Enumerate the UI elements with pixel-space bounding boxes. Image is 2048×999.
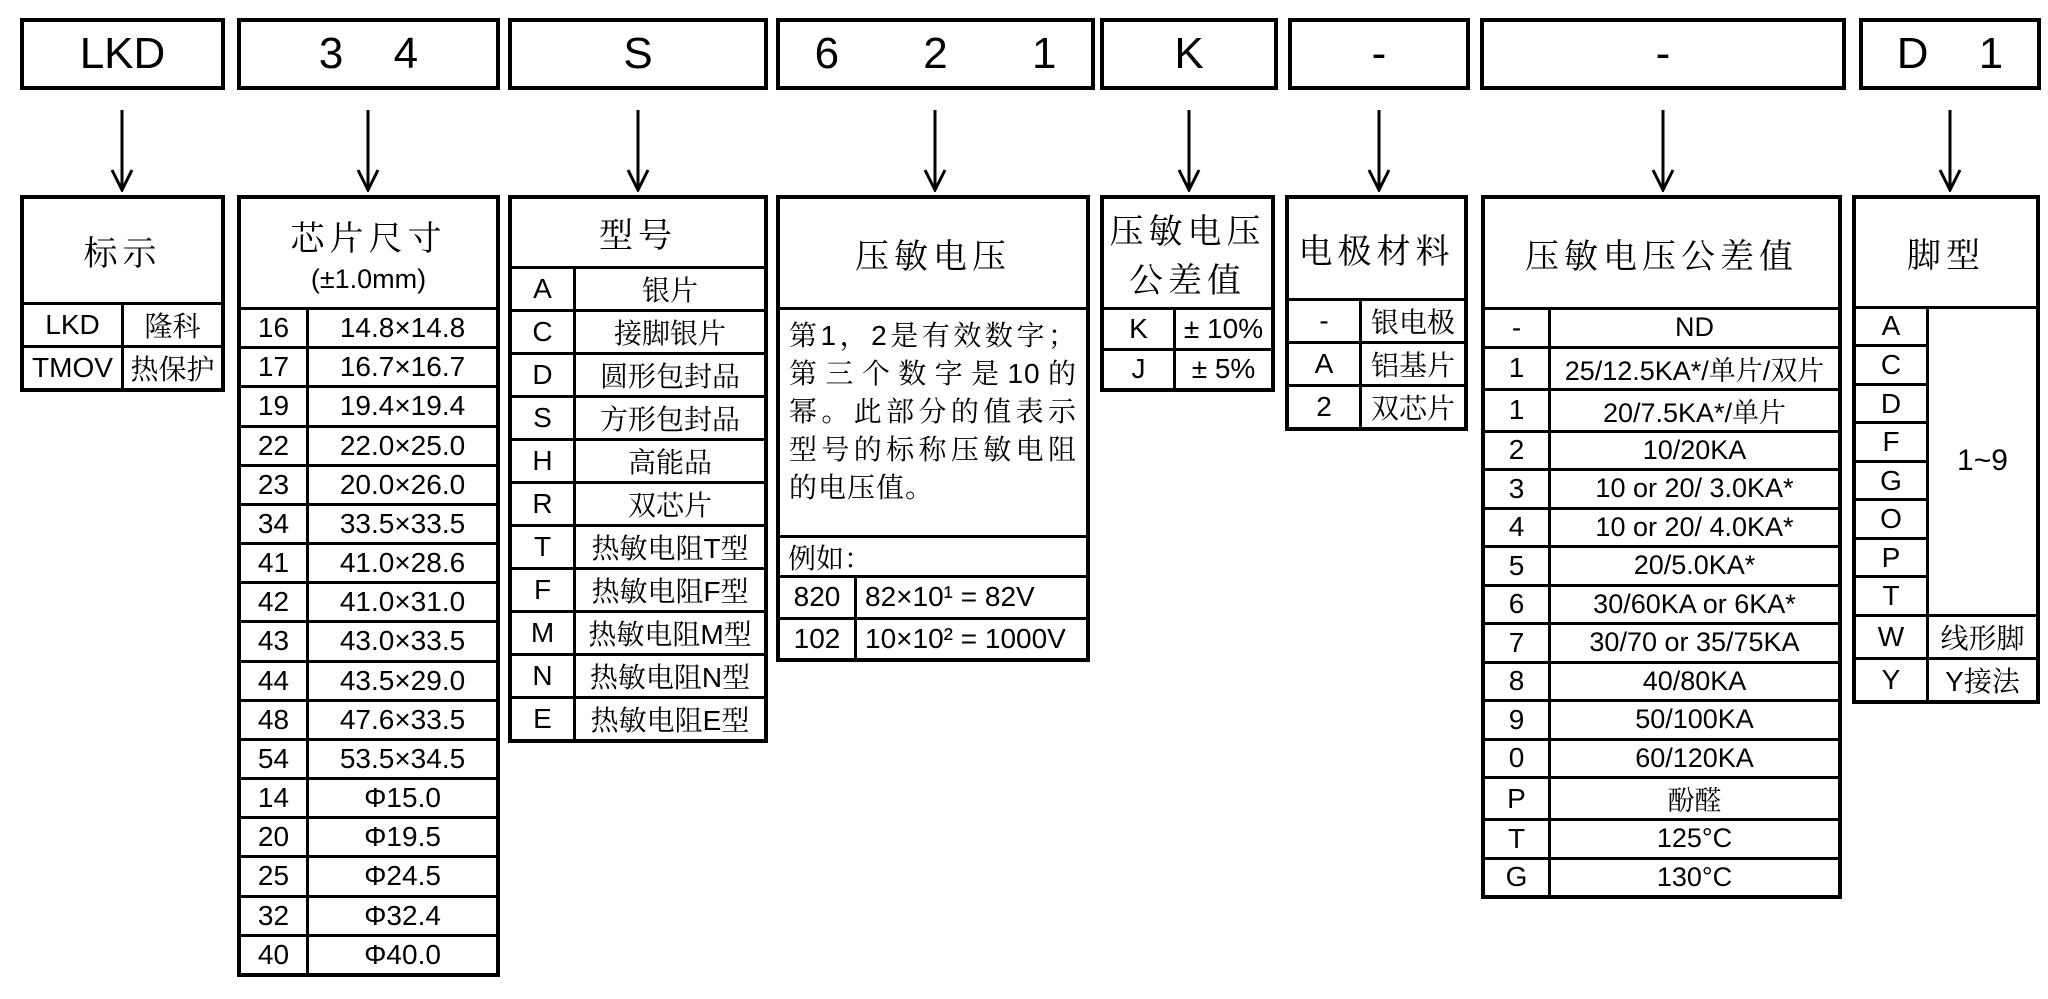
pn-box-label: 3 4	[318, 29, 419, 78]
code-cell: O	[1856, 501, 1926, 540]
table-header	[1289, 199, 1464, 301]
value-cell: 铝基片	[1370, 350, 1455, 381]
table-row	[241, 506, 496, 545]
value-cell: 圆形包封品	[599, 361, 740, 392]
value-cell: 10 or 20/ 3.0KA*	[1595, 473, 1794, 504]
value-cell: ND	[1675, 312, 1714, 343]
value-cell: ± 5%	[1191, 353, 1256, 385]
value-cell: 43.5×29.0	[339, 664, 466, 696]
tolerance-table	[1100, 195, 1275, 392]
value-cell: 50/100KA	[1635, 704, 1754, 735]
code-cell: 25	[241, 858, 309, 894]
code-cell: 32	[241, 898, 309, 934]
value-cell: 16.7×16.7	[339, 351, 466, 383]
code-cell: T	[512, 527, 576, 567]
value-cell: 高能品	[627, 447, 712, 478]
code-cell: T	[1485, 821, 1551, 857]
value-cell: 线形脚	[1940, 623, 2025, 654]
example-label: 例如：	[780, 538, 1086, 578]
table-row	[24, 305, 221, 348]
code-cell: A	[1289, 344, 1362, 384]
code-cell: Y	[1856, 660, 1929, 700]
pn-box-electrode	[1288, 18, 1470, 90]
table-row	[1485, 860, 1838, 896]
table-header	[24, 199, 221, 305]
value-cell: ± 10%	[1183, 312, 1264, 344]
value-cell: 53.5×34.5	[339, 742, 466, 774]
table-row	[512, 398, 764, 441]
pn-box-tolerance	[1100, 18, 1278, 90]
code-cell: 8	[1485, 664, 1551, 700]
pn-box-label: -	[1655, 29, 1671, 78]
code-cell: 9	[1485, 702, 1551, 738]
down-arrow-icon	[1650, 106, 1676, 192]
code-cell: -	[1485, 310, 1551, 346]
code-cell: 14	[241, 780, 309, 816]
table-row	[241, 741, 496, 780]
pn-box-voltage	[776, 18, 1095, 90]
value-cell: 热保护	[130, 354, 215, 385]
table-body	[1856, 617, 2036, 700]
pn-box-brand	[20, 18, 225, 90]
value-cell: Y接法	[1945, 666, 2020, 697]
value-cell: 10×10² = 1000V	[865, 622, 1066, 654]
table-row	[241, 310, 496, 349]
value-cell: Φ15.0	[364, 782, 441, 814]
table-row	[241, 858, 496, 897]
value-cell: 41.0×31.0	[339, 586, 466, 618]
pin-merged-section	[1856, 309, 2036, 617]
value-cell: Φ40.0	[364, 938, 441, 970]
table-title: 电极材料	[1298, 233, 1455, 271]
value-cell: 双芯片	[1370, 393, 1455, 424]
table-row	[1485, 433, 1838, 472]
table-title: 压敏电压	[855, 237, 1011, 276]
table-row	[512, 699, 764, 739]
table-row	[1485, 587, 1838, 626]
table-title: 型号	[599, 217, 677, 255]
value-cell: 10 or 20/ 4.0KA*	[1595, 511, 1794, 542]
code-cell: H	[512, 441, 576, 481]
value-cell: 方形包封品	[599, 404, 740, 435]
code-cell: 16	[241, 310, 309, 346]
table-title: 脚型	[1907, 236, 1985, 275]
table-row	[512, 613, 764, 656]
code-cell: 34	[241, 506, 309, 542]
value-cell: Φ19.5	[364, 821, 441, 853]
code-cell: 17	[241, 349, 309, 385]
model-table	[508, 195, 768, 743]
value-cell: 25/12.5KA*/单片/双片	[1564, 355, 1825, 386]
table-row	[1289, 301, 1464, 344]
pn-box-model	[508, 18, 768, 90]
pin-code-column	[1856, 309, 1929, 614]
code-cell: A	[1856, 309, 1926, 348]
table-row	[241, 780, 496, 819]
code-cell: G	[1856, 463, 1926, 502]
voltage-table	[776, 195, 1090, 662]
code-cell: W	[1856, 617, 1929, 657]
code-cell: -	[1289, 301, 1362, 341]
table-row	[1485, 391, 1838, 433]
table-row	[241, 349, 496, 388]
code-cell: 1	[1485, 391, 1551, 430]
table-row	[1485, 702, 1838, 741]
value-cell: 热敏电阻N型	[589, 662, 751, 693]
value-cell: 30/70 or 35/75KA	[1589, 627, 1800, 658]
pin-type-table	[1852, 195, 2040, 704]
code-cell: 0	[1485, 741, 1551, 777]
table-row	[512, 570, 764, 613]
table-row	[1289, 387, 1464, 427]
code-cell: M	[512, 613, 576, 653]
code-cell: P	[1856, 540, 1926, 579]
table-row	[1485, 625, 1838, 664]
table-row	[1485, 548, 1838, 587]
code-cell: 3	[1485, 471, 1551, 507]
code-cell: 40	[241, 937, 309, 973]
value-cell: 酚醛	[1667, 786, 1722, 816]
table-row	[1104, 310, 1271, 351]
marking-table	[20, 195, 225, 392]
table-body	[1289, 301, 1464, 427]
table-row	[1485, 510, 1838, 549]
value-cell: 125°C	[1656, 823, 1733, 854]
code-cell: E	[512, 699, 576, 739]
code-cell: 54	[241, 741, 309, 777]
value-cell: 热敏电阻M型	[588, 619, 752, 650]
value-cell: 隆科	[144, 311, 201, 342]
code-cell: 43	[241, 623, 309, 659]
table-header	[1856, 199, 2036, 309]
down-arrow-icon	[1176, 106, 1202, 192]
code-cell: 48	[241, 702, 309, 738]
code-cell: F	[1856, 424, 1926, 463]
pn-box-label: S	[623, 29, 653, 78]
table-row	[512, 527, 764, 570]
table-row	[241, 702, 496, 741]
code-cell: J	[1104, 351, 1176, 389]
value-cell: 40/80KA	[1642, 665, 1747, 696]
value-cell: 33.5×33.5	[339, 507, 466, 539]
surge-table	[1481, 195, 1842, 899]
electrode-table	[1285, 195, 1468, 431]
pn-box-label: LKD	[79, 29, 166, 78]
code-cell: C	[512, 312, 576, 352]
value-cell: 热敏电阻T型	[591, 533, 749, 564]
code-cell: K	[1104, 310, 1176, 348]
table-header	[1485, 199, 1838, 310]
pn-box-label: D 1	[1896, 29, 2004, 78]
value-cell: 银片	[641, 275, 698, 306]
table-title-line2: 公差值	[1129, 262, 1246, 300]
table-header	[780, 199, 1086, 310]
code-cell: 2	[1485, 433, 1551, 469]
table-subtitle: (±1.0mm)	[310, 264, 427, 294]
table-row	[1856, 617, 2036, 660]
value-cell: 银电极	[1370, 307, 1455, 338]
code-cell: 102	[780, 620, 857, 659]
value-cell: Φ24.5	[364, 860, 441, 892]
code-cell: 6	[1485, 587, 1551, 623]
pn-box-pin-type	[1859, 18, 2041, 90]
table-row	[512, 441, 764, 484]
table-body	[512, 269, 764, 739]
code-cell: 820	[780, 578, 857, 617]
table-header	[241, 199, 496, 310]
table-row	[1485, 741, 1838, 780]
table-row	[241, 428, 496, 467]
value-cell: 47.6×33.5	[339, 703, 466, 735]
value-cell: 41.0×28.6	[339, 547, 466, 579]
table-row	[1485, 779, 1838, 821]
table-row	[1485, 471, 1838, 510]
code-cell: 22	[241, 428, 309, 464]
code-cell: 7	[1485, 625, 1551, 661]
table-row	[241, 388, 496, 427]
code-cell: P	[1485, 779, 1551, 818]
value-cell: 20/7.5KA*/单片	[1602, 397, 1787, 428]
table-row	[1485, 310, 1838, 349]
pn-box-surge	[1480, 18, 1846, 90]
value-cell: 双芯片	[627, 490, 712, 521]
table-title: 压敏电压	[1109, 213, 1266, 251]
table-row	[241, 545, 496, 584]
code-cell: 2	[1289, 387, 1362, 427]
value-cell: 接脚银片	[613, 318, 726, 349]
down-arrow-icon	[1937, 106, 1963, 192]
table-row	[780, 620, 1086, 659]
code-cell: 4	[1485, 510, 1551, 546]
value-cell: 20.0×26.0	[339, 468, 466, 500]
value-cell: 130°C	[1656, 861, 1733, 892]
value-cell: 14.8×14.8	[339, 312, 466, 344]
code-cell: 41	[241, 545, 309, 581]
value-cell: 19.4×19.4	[339, 390, 466, 422]
table-title: 芯片尺寸	[290, 220, 447, 258]
pn-box-label: -	[1371, 29, 1387, 78]
table-header	[512, 199, 764, 269]
table-row	[24, 348, 221, 388]
down-arrow-icon	[922, 106, 948, 192]
table-row	[241, 663, 496, 702]
code-cell: D	[512, 355, 576, 395]
code-cell: 20	[241, 819, 309, 855]
table-row	[512, 484, 764, 527]
code-cell: T	[1882, 580, 1900, 612]
code-cell: D	[1856, 386, 1926, 425]
table-header	[1104, 199, 1271, 310]
table-row	[512, 269, 764, 312]
table-title: 压敏电压公差值	[1525, 237, 1798, 276]
table-body	[24, 305, 221, 388]
table-row	[241, 819, 496, 858]
value-cell: 10/20KA	[1642, 434, 1747, 465]
table-body	[1485, 310, 1838, 895]
pin-range-cell: 1~9	[1957, 444, 2008, 478]
pn-box-chip-size	[237, 18, 500, 90]
table-row	[1856, 660, 2036, 700]
table-row	[241, 584, 496, 623]
code-cell: TMOV	[24, 348, 124, 388]
value-cell: Φ32.4	[364, 899, 441, 931]
code-cell: 42	[241, 584, 309, 620]
table-row	[241, 467, 496, 506]
code-cell: A	[512, 269, 576, 309]
table-row	[780, 578, 1086, 620]
table-body	[1104, 310, 1271, 388]
table-row	[512, 355, 764, 398]
value-cell: 82×10¹ = 82V	[865, 581, 1035, 613]
table-row	[241, 623, 496, 662]
code-cell: 19	[241, 388, 309, 424]
chip-size-table	[237, 195, 500, 977]
code-cell: 23	[241, 467, 309, 503]
code-cell: C	[1856, 347, 1926, 386]
code-cell: 44	[241, 663, 309, 699]
value-cell: 20/5.0KA*	[1633, 550, 1756, 581]
value-cell: 22.0×25.0	[339, 429, 466, 461]
voltage-description: 第1，2是有效数字；第三个数字是10的幂。此部分的值表示型号的标称压敏电阻的电压值。	[780, 310, 1086, 538]
pn-box-label: 6 2 1	[814, 29, 1057, 78]
table-body	[780, 578, 1086, 658]
table-row	[512, 656, 764, 699]
pn-box-label: K	[1174, 29, 1204, 78]
table-row	[1289, 344, 1464, 387]
down-arrow-icon	[625, 106, 651, 192]
table-row	[241, 937, 496, 973]
code-cell: 5	[1485, 548, 1551, 584]
code-cell: F	[512, 570, 576, 610]
code-cell: LKD	[24, 305, 124, 345]
table-row	[1485, 821, 1838, 860]
down-arrow-icon	[109, 106, 135, 192]
table-row	[1485, 349, 1838, 391]
code-cell: N	[512, 656, 576, 696]
down-arrow-icon	[355, 106, 381, 192]
code-cell: G	[1485, 860, 1551, 896]
value-cell: 热敏电阻F型	[591, 576, 749, 607]
value-cell: 30/60KA or 6KA*	[1593, 588, 1796, 619]
value-cell: 60/120KA	[1635, 742, 1754, 773]
value-cell: 热敏电阻E型	[590, 705, 750, 736]
code-cell: S	[512, 398, 576, 438]
table-row	[241, 898, 496, 937]
table-row	[1104, 351, 1271, 389]
table-body	[241, 310, 496, 973]
table-row	[512, 312, 764, 355]
table-title: 标示	[83, 235, 162, 273]
code-cell: 1	[1485, 349, 1551, 388]
down-arrow-icon	[1366, 106, 1392, 192]
table-row	[1485, 664, 1838, 703]
code-cell: R	[512, 484, 576, 524]
value-cell: 43.0×33.5	[339, 625, 466, 657]
